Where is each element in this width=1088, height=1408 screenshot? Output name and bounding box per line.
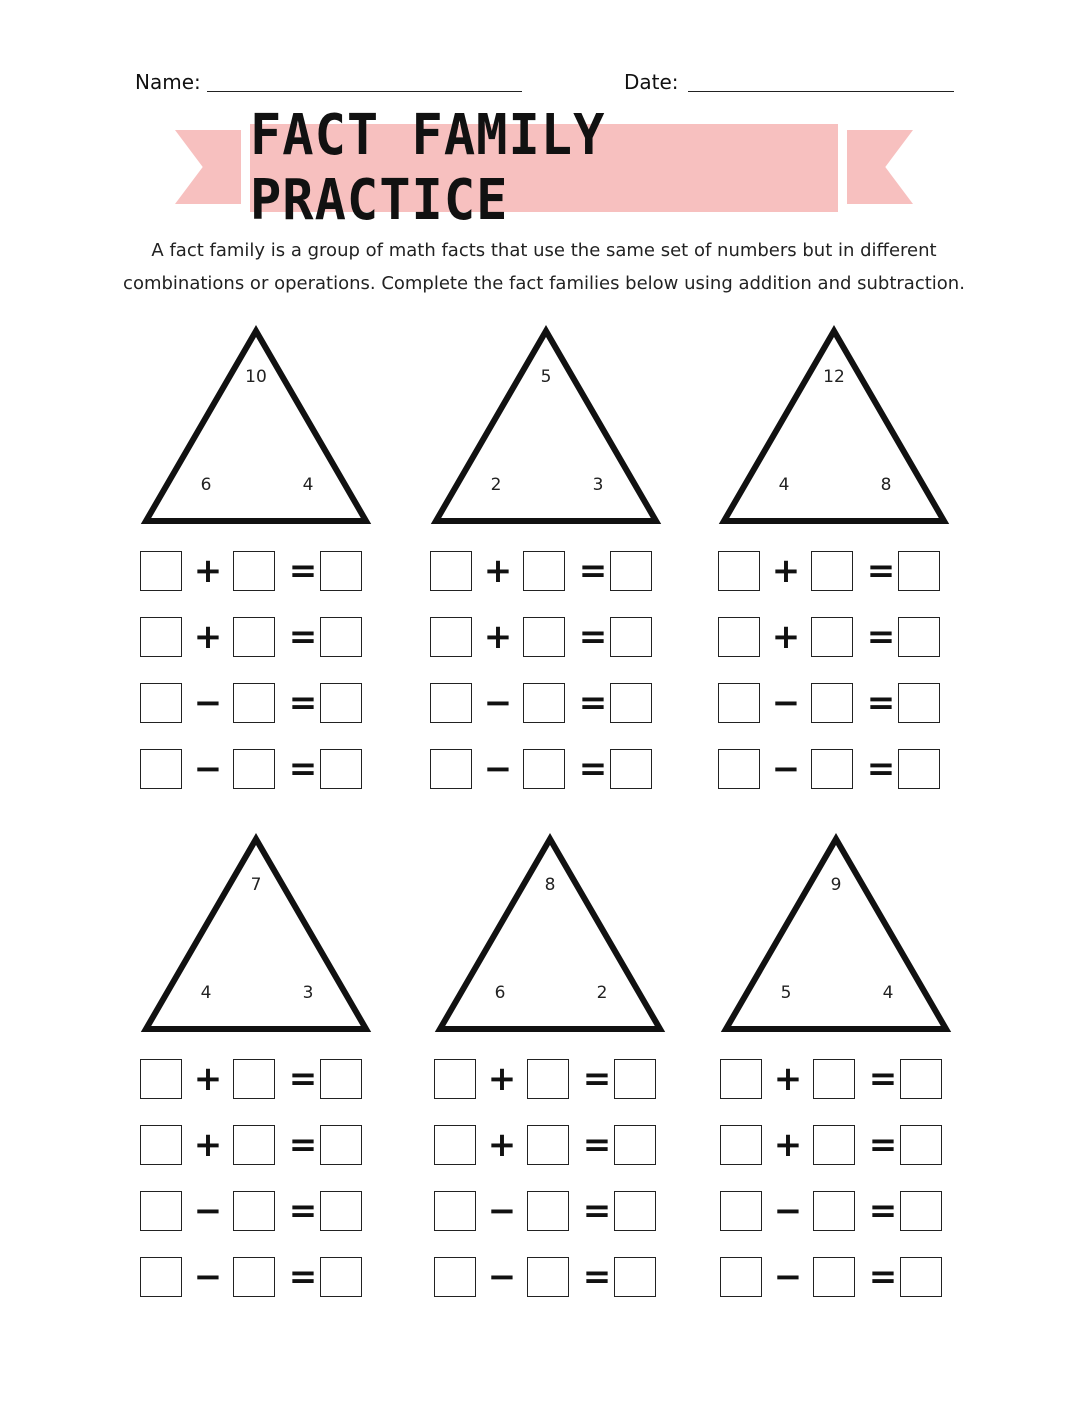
minus-sign: − (771, 749, 801, 789)
answer-box[interactable] (430, 617, 472, 657)
answer-box[interactable] (434, 1191, 476, 1231)
answer-box[interactable] (140, 749, 182, 789)
equals-sign: = (288, 1191, 318, 1231)
title-banner (250, 103, 838, 233)
fact-family-1 (140, 325, 370, 795)
triangle-top-number: 10 (245, 367, 267, 387)
equation-row-1 (718, 551, 948, 595)
equals-sign: = (288, 551, 318, 591)
answer-box[interactable] (720, 1059, 762, 1099)
date-label: Date: (624, 70, 679, 94)
answer-box[interactable] (527, 1125, 569, 1165)
triangle-outline (146, 839, 366, 1029)
answer-box[interactable] (900, 1257, 942, 1297)
date-field[interactable] (688, 91, 954, 92)
plus-sign: + (193, 1125, 223, 1165)
answer-box[interactable] (140, 683, 182, 723)
answer-box[interactable] (140, 617, 182, 657)
equals-sign: = (582, 1257, 612, 1297)
answer-box[interactable] (898, 617, 940, 657)
triangle-outline (726, 839, 946, 1029)
answer-box[interactable] (320, 1191, 362, 1231)
answer-box[interactable] (430, 749, 472, 789)
equation-row-3 (720, 1191, 950, 1235)
answer-box[interactable] (320, 1125, 362, 1165)
equals-sign: = (582, 1059, 612, 1099)
answer-box[interactable] (614, 1125, 656, 1165)
equals-sign: = (578, 617, 608, 657)
answer-box[interactable] (720, 1191, 762, 1231)
answer-box[interactable] (523, 749, 565, 789)
fact-family-2 (430, 325, 660, 795)
answer-box[interactable] (434, 1059, 476, 1099)
answer-box[interactable] (140, 1257, 182, 1297)
minus-sign: − (487, 1257, 517, 1297)
answer-box[interactable] (320, 1059, 362, 1099)
triangle-right-number: 3 (592, 475, 604, 495)
answer-box[interactable] (900, 1191, 942, 1231)
triangle-right-number: 8 (880, 475, 892, 495)
answer-box[interactable] (718, 617, 760, 657)
answer-box[interactable] (614, 1191, 656, 1231)
answer-box[interactable] (320, 551, 362, 591)
equation-row-2 (430, 617, 660, 661)
fact-family-5 (434, 833, 664, 1303)
equation-row-1 (140, 551, 370, 595)
instructions-line-2: combinations or operations. Complete the fact families below using addition and subtraction. (123, 273, 965, 294)
name-label: Name: (135, 70, 201, 94)
equation-row-3 (140, 1191, 370, 1235)
minus-sign: − (193, 1257, 223, 1297)
equals-sign: = (866, 551, 896, 591)
equation-row-4 (718, 749, 948, 793)
ribbon-right-tail (847, 130, 913, 204)
answer-box[interactable] (320, 683, 362, 723)
answer-box[interactable] (811, 683, 853, 723)
answer-box[interactable] (233, 683, 275, 723)
triangle-right-number: 4 (302, 475, 314, 495)
equation-row-1 (434, 1059, 664, 1103)
triangle-right-number: 4 (882, 983, 894, 1003)
triangle-left-number: 6 (494, 983, 506, 1003)
answer-box[interactable] (233, 749, 275, 789)
answer-box[interactable] (718, 683, 760, 723)
equation-row-4 (430, 749, 660, 793)
plus-sign: + (773, 1125, 803, 1165)
plus-sign: + (483, 617, 513, 657)
fact-triangle (720, 833, 952, 1035)
fact-family-3 (718, 325, 948, 795)
answer-box[interactable] (610, 551, 652, 591)
answer-box[interactable] (813, 1125, 855, 1165)
minus-sign: − (771, 683, 801, 723)
plus-sign: + (193, 551, 223, 591)
plus-sign: + (193, 617, 223, 657)
equals-sign: = (866, 683, 896, 723)
answer-box[interactable] (233, 551, 275, 591)
answer-box[interactable] (811, 749, 853, 789)
equals-sign: = (582, 1125, 612, 1165)
equation-row-2 (140, 1125, 370, 1169)
triangle-outline (146, 331, 366, 521)
name-field[interactable] (207, 91, 522, 92)
answer-box[interactable] (527, 1257, 569, 1297)
answer-box[interactable] (430, 683, 472, 723)
answer-box[interactable] (811, 617, 853, 657)
answer-box[interactable] (320, 749, 362, 789)
answer-box[interactable] (527, 1191, 569, 1231)
triangle-outline (436, 331, 656, 521)
triangle-right-number: 2 (596, 983, 608, 1003)
triangle-left-number: 2 (490, 475, 502, 495)
answer-box[interactable] (320, 617, 362, 657)
answer-box[interactable] (140, 1125, 182, 1165)
equals-sign: = (866, 749, 896, 789)
answer-box[interactable] (233, 1257, 275, 1297)
equation-row-1 (430, 551, 660, 595)
triangle-top-number: 5 (540, 367, 552, 387)
fact-family-4 (140, 833, 370, 1303)
equals-sign: = (288, 1125, 318, 1165)
equals-sign: = (288, 1257, 318, 1297)
answer-box[interactable] (813, 1191, 855, 1231)
answer-box[interactable] (811, 551, 853, 591)
answer-box[interactable] (718, 551, 760, 591)
triangle-left-number: 5 (780, 983, 792, 1003)
answer-box[interactable] (900, 1125, 942, 1165)
fact-triangle (140, 325, 372, 527)
answer-box[interactable] (813, 1257, 855, 1297)
answer-box[interactable] (527, 1059, 569, 1099)
equals-sign: = (868, 1059, 898, 1099)
plus-sign: + (773, 1059, 803, 1099)
equation-row-2 (434, 1125, 664, 1169)
instructions (60, 234, 1028, 300)
answer-box[interactable] (233, 1191, 275, 1231)
triangle-outline (440, 839, 660, 1029)
fact-triangle (140, 833, 372, 1035)
equation-row-2 (140, 617, 370, 661)
plus-sign: + (487, 1125, 517, 1165)
answer-box[interactable] (430, 551, 472, 591)
equation-row-4 (720, 1257, 950, 1301)
equals-sign: = (578, 683, 608, 723)
minus-sign: − (193, 1191, 223, 1231)
equals-sign: = (288, 617, 318, 657)
minus-sign: − (193, 749, 223, 789)
answer-box[interactable] (233, 1125, 275, 1165)
answer-box[interactable] (610, 683, 652, 723)
triangle-top-number: 8 (544, 875, 556, 895)
fact-triangle (430, 325, 662, 527)
minus-sign: − (487, 1191, 517, 1231)
minus-sign: − (483, 749, 513, 789)
answer-box[interactable] (233, 617, 275, 657)
equals-sign: = (582, 1191, 612, 1231)
answer-box[interactable] (523, 683, 565, 723)
equation-row-4 (434, 1257, 664, 1301)
fact-triangle (718, 325, 950, 527)
answer-box[interactable] (898, 551, 940, 591)
equation-row-3 (434, 1191, 664, 1235)
answer-box[interactable] (320, 1257, 362, 1297)
answer-box[interactable] (813, 1059, 855, 1099)
equation-row-4 (140, 1257, 370, 1301)
answer-box[interactable] (434, 1125, 476, 1165)
answer-box[interactable] (140, 551, 182, 591)
answer-box[interactable] (610, 617, 652, 657)
answer-box[interactable] (523, 617, 565, 657)
triangle-outline (724, 331, 944, 521)
equation-row-2 (720, 1125, 950, 1169)
minus-sign: − (773, 1191, 803, 1231)
answer-box[interactable] (720, 1125, 762, 1165)
equation-row-3 (140, 683, 370, 727)
equation-row-3 (718, 683, 948, 727)
equals-sign: = (868, 1191, 898, 1231)
answer-box[interactable] (434, 1257, 476, 1297)
equals-sign: = (868, 1257, 898, 1297)
equation-row-4 (140, 749, 370, 793)
equation-row-1 (720, 1059, 950, 1103)
answer-box[interactable] (523, 551, 565, 591)
answer-box[interactable] (614, 1059, 656, 1099)
page-title: FACT FAMILY PRACTICE (250, 103, 606, 233)
fact-family-6 (720, 833, 950, 1303)
triangle-top-number: 9 (830, 875, 842, 895)
equals-sign: = (288, 683, 318, 723)
answer-box[interactable] (718, 749, 760, 789)
answer-box[interactable] (140, 1191, 182, 1231)
plus-sign: + (483, 551, 513, 591)
equals-sign: = (578, 551, 608, 591)
answer-box[interactable] (140, 1059, 182, 1099)
answer-box[interactable] (610, 749, 652, 789)
answer-box[interactable] (898, 683, 940, 723)
answer-box[interactable] (614, 1257, 656, 1297)
minus-sign: − (193, 683, 223, 723)
plus-sign: + (487, 1059, 517, 1099)
instructions-line-1: A fact family is a group of math facts that use the same set of numbers but in different (151, 240, 937, 261)
equals-sign: = (288, 749, 318, 789)
answer-box[interactable] (720, 1257, 762, 1297)
equation-row-2 (718, 617, 948, 661)
answer-box[interactable] (900, 1059, 942, 1099)
minus-sign: − (483, 683, 513, 723)
equals-sign: = (578, 749, 608, 789)
triangle-left-number: 4 (200, 983, 212, 1003)
triangle-left-number: 4 (778, 475, 790, 495)
equation-row-1 (140, 1059, 370, 1103)
answer-box[interactable] (233, 1059, 275, 1099)
fact-triangle (434, 833, 666, 1035)
triangle-left-number: 6 (200, 475, 212, 495)
plus-sign: + (771, 617, 801, 657)
plus-sign: + (771, 551, 801, 591)
answer-box[interactable] (898, 749, 940, 789)
equals-sign: = (866, 617, 896, 657)
triangle-top-number: 7 (250, 875, 262, 895)
minus-sign: − (773, 1257, 803, 1297)
triangle-right-number: 3 (302, 983, 314, 1003)
plus-sign: + (193, 1059, 223, 1099)
triangle-top-number: 12 (823, 367, 845, 387)
equation-row-3 (430, 683, 660, 727)
ribbon-left-tail (175, 130, 241, 204)
equals-sign: = (288, 1059, 318, 1099)
equals-sign: = (868, 1125, 898, 1165)
